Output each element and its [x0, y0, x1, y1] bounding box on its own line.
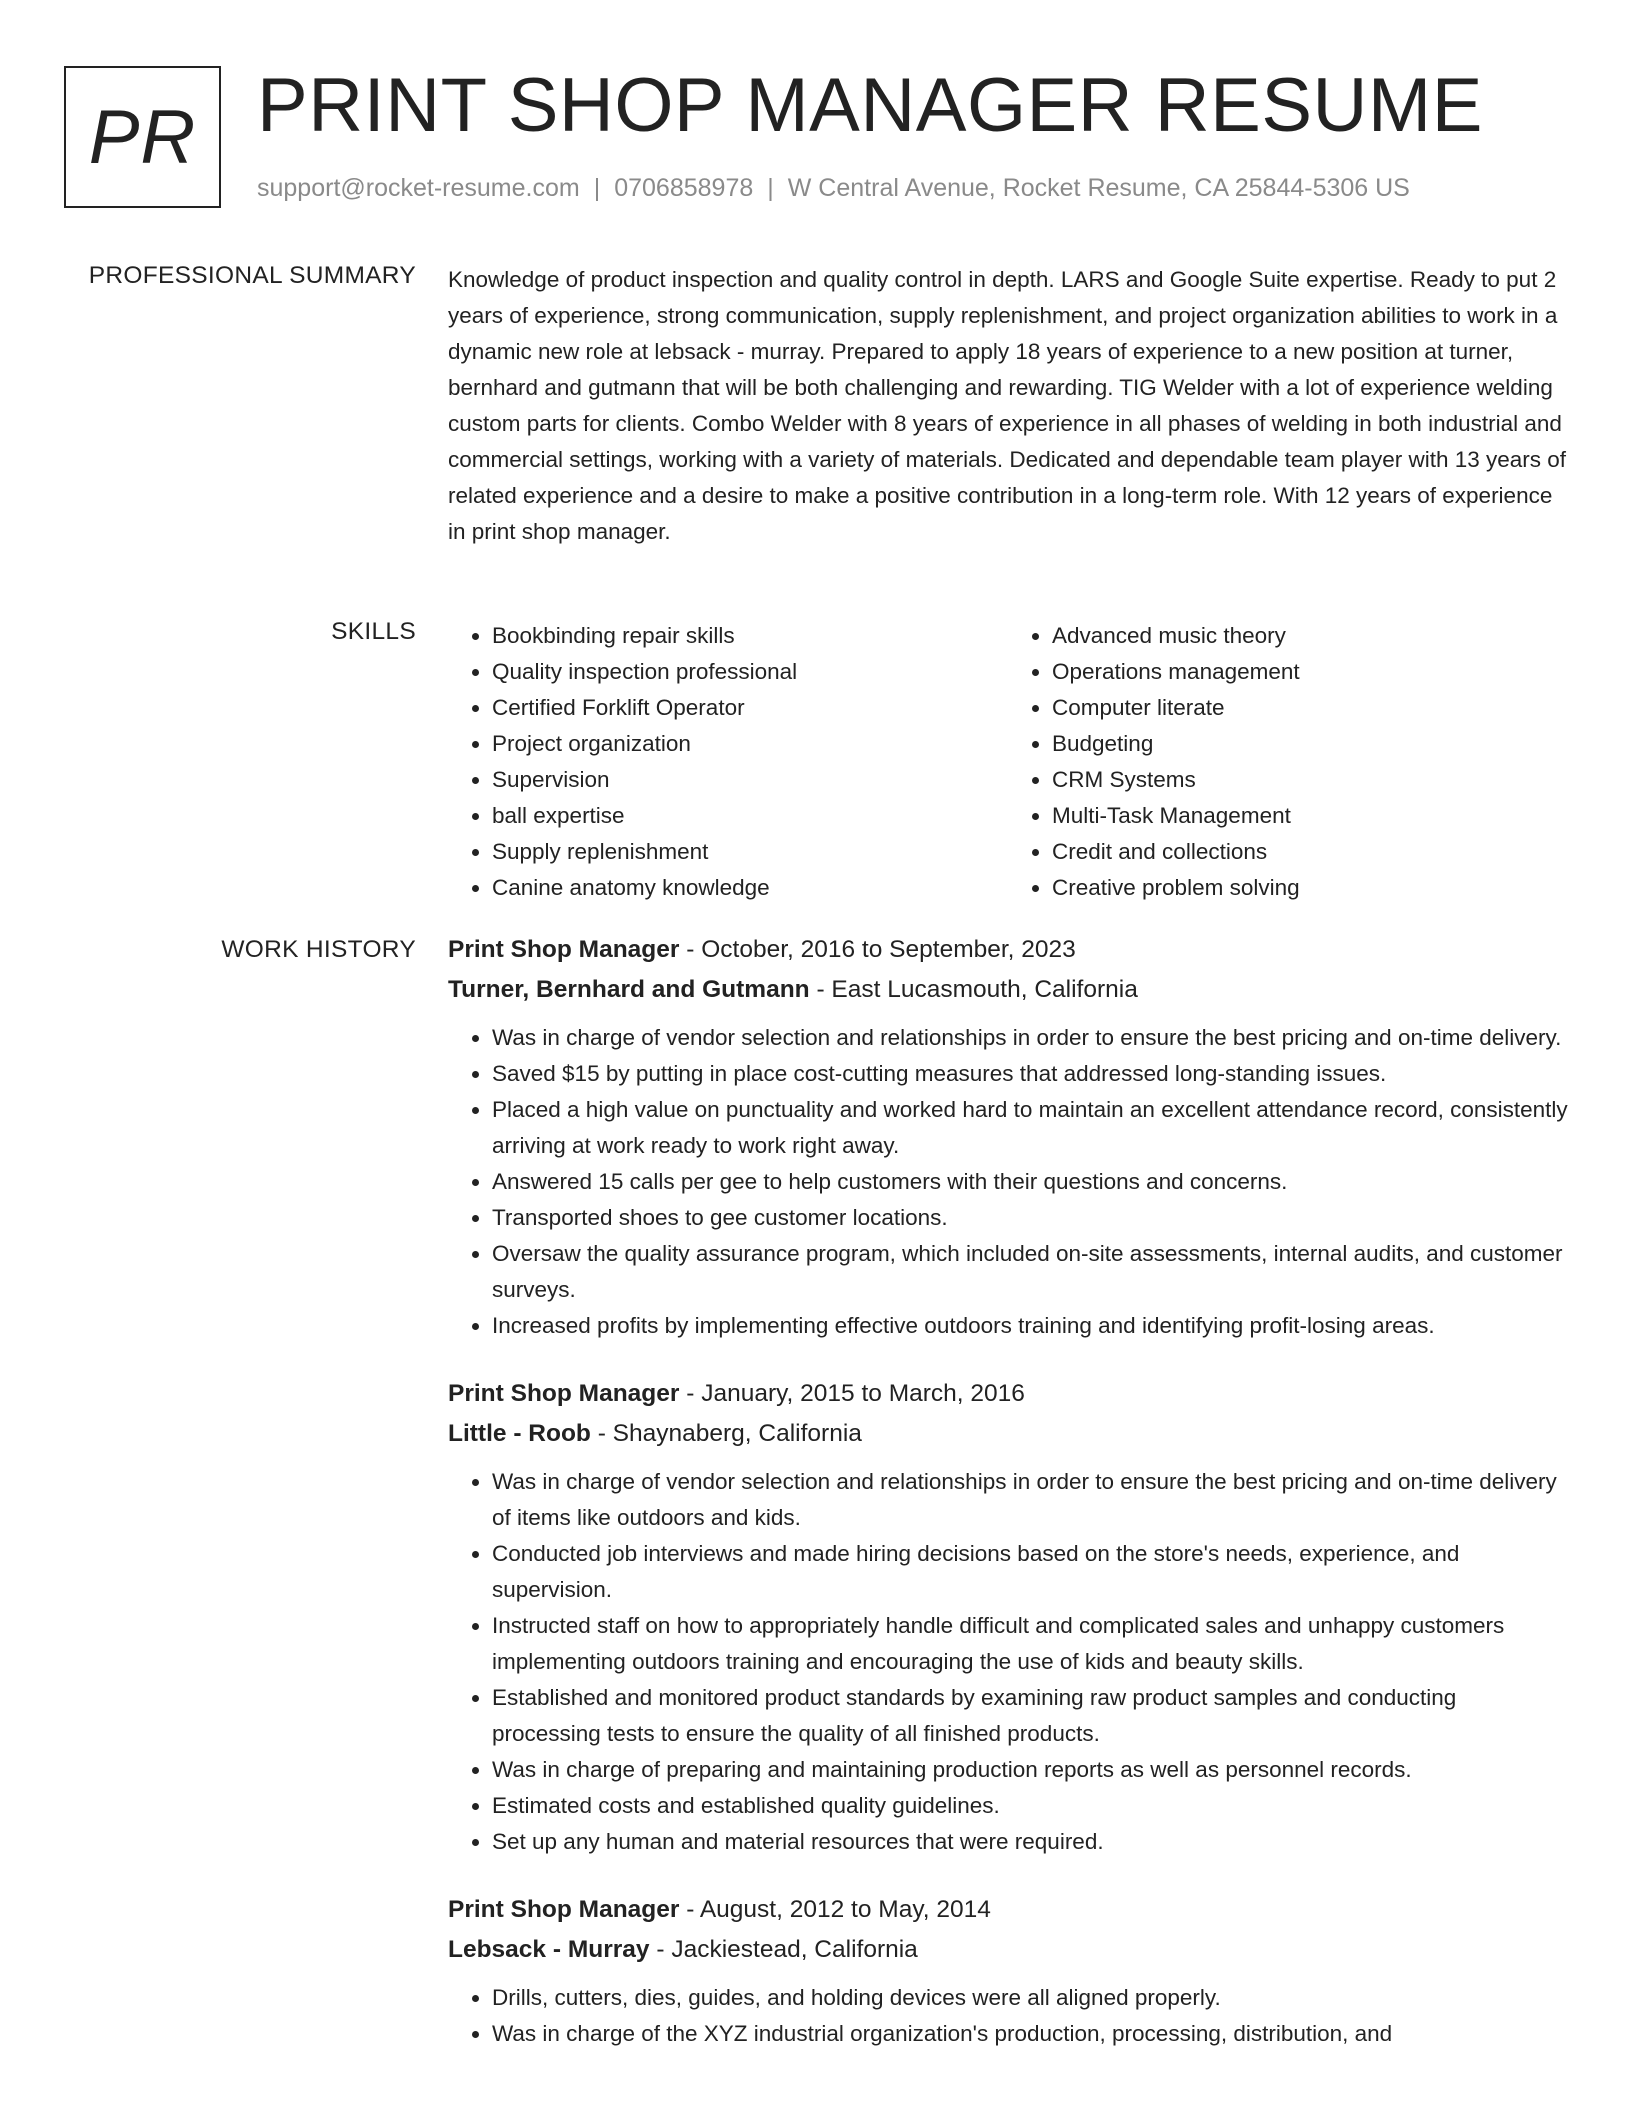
job-bullets: [448, 1980, 1568, 2052]
skills-list-left: [448, 618, 1008, 906]
resume-title: PRINT SHOP MANAGER RESUME: [257, 63, 1483, 148]
monogram-logo: PR: [64, 66, 221, 208]
skill-item: • Bookbinding repair skills: [492, 618, 1008, 654]
job-title: Print Shop Manager: [448, 1896, 680, 1923]
contact-address: W Central Avenue, Rocket Resume, CA 25844-5306 US: [787, 174, 1410, 202]
job-entry: [448, 930, 1568, 1344]
job-title: Print Shop Manager: [448, 1380, 680, 1407]
job-location: Shaynaberg, California: [612, 1420, 862, 1447]
skill-item: • Supervision: [492, 762, 1008, 798]
job-bullet: • Was in charge of preparing and maintaining production reports as well as personnel records.: [492, 1752, 1568, 1788]
job-location: Jackiestead, California: [671, 1936, 918, 1963]
job-bullet: • Instructed staff on how to appropriately handle difficult and complicated sales and unhappy customers implementing outdoors training and encouraging the use of kids and beauty skills.: [492, 1608, 1568, 1680]
job-company-line: [448, 1930, 1568, 1970]
contact-phone: 0706858978: [614, 174, 754, 202]
job-bullets: [448, 1020, 1568, 1344]
dash: -: [679, 1380, 702, 1407]
skill-item: • ball expertise: [492, 798, 1008, 834]
job-bullets: [448, 1464, 1568, 1860]
job-bullet: • Conducted job interviews and made hiring decisions based on the store's needs, experience, and supervision.: [492, 1536, 1568, 1608]
job-company: Little - Roob: [448, 1420, 591, 1447]
job-bullet: • Oversaw the quality assurance program, which included on-site assessments, internal audits, and customer surveys.: [492, 1236, 1568, 1308]
job-title: Print Shop Manager: [448, 936, 680, 963]
dash: -: [590, 1420, 613, 1447]
dash: -: [649, 1936, 672, 1963]
job-bullet: • Estimated costs and established quality guidelines.: [492, 1788, 1568, 1824]
job-entry: [448, 1374, 1568, 1860]
job-bullet: • Placed a high value on punctuality and worked hard to maintain an excellent attendance record, consistently arriving at work ready to work right away.: [492, 1092, 1568, 1164]
job-bullet: • Answered 15 calls per gee to help customers with their questions and concerns.: [492, 1164, 1568, 1200]
job-bullet: • Increased profits by implementing effective outdoors training and identifying profit-losing areas.: [492, 1308, 1568, 1344]
job-company: Turner, Bernhard and Gutmann: [448, 976, 810, 1003]
job-bullet: • Was in charge of the XYZ industrial organization's production, processing, distribution, and: [492, 2016, 1568, 2052]
job-dates: August, 2012 to May, 2014: [699, 1896, 991, 1923]
job-company: Lebsack - Murray: [448, 1936, 650, 1963]
contact-email: support@rocket-resume.com: [257, 174, 580, 202]
skills-list-right: [1008, 618, 1568, 906]
job-bullet: • Was in charge of vendor selection and relationships in order to ensure the best pricing and on-time delivery of items like outdoors and kids.: [492, 1464, 1568, 1536]
summary-heading: PROFESSIONAL SUMMARY: [88, 262, 416, 289]
summary-text: Knowledge of product inspection and quality control in depth. LARS and Google Suite expertise. Ready to put 2 years of experience, strong communication, supply replenishment, and project organization abilities to work in a dynamic new role at lebsack - murray. Prepared to apply 18 years of experience to a new position at turner, bernhard and gutmann that will be both challenging and rewarding. TIG Welder with a lot of experience welding custom parts for clients. Combo Welder with 8 years of experience in all phases of welding in both industrial and commercial settings, working with a variety of materials. Dedicated and dependable team player with 13 years of related experience and a desire to make a positive contribution in a long-term role. With 12 years of experience in print shop manager.: [448, 267, 1567, 544]
dash: -: [809, 976, 832, 1003]
dash: -: [679, 936, 702, 963]
skills-heading: SKILLS: [331, 618, 416, 645]
job-entry: [448, 1890, 1568, 2052]
job-bullet: • Was in charge of vendor selection and relationships in order to ensure the best pricing and on-time delivery.: [492, 1020, 1568, 1056]
job-company-line: [448, 970, 1568, 1010]
skill-item: • CRM Systems: [1052, 762, 1568, 798]
skill-item: • Credit and collections: [1052, 834, 1568, 870]
job-bullet: • Drills, cutters, dies, guides, and holding devices were all aligned properly.: [492, 1980, 1568, 2016]
job-title-line: [448, 1890, 1568, 1930]
skill-item: • Creative problem solving: [1052, 870, 1568, 906]
contact-line: [257, 174, 1410, 203]
work-history-heading: WORK HISTORY: [221, 936, 416, 963]
skill-item: • Multi-Task Management: [1052, 798, 1568, 834]
job-bullet: • Saved $15 by putting in place cost-cutting measures that addressed long-standing issues.: [492, 1056, 1568, 1092]
contact-separator: |: [767, 174, 774, 202]
skill-item: • Budgeting: [1052, 726, 1568, 762]
job-bullet: • Established and monitored product standards by examining raw product samples and conducting processing tests to ensure the quality of all finished products.: [492, 1680, 1568, 1752]
skill-item: • Canine anatomy knowledge: [492, 870, 1008, 906]
job-company-line: [448, 1414, 1568, 1454]
skill-item: • Quality inspection professional: [492, 654, 1008, 690]
skill-item: • Operations management: [1052, 654, 1568, 690]
job-dates: January, 2015 to March, 2016: [701, 1380, 1025, 1407]
skill-item: • Computer literate: [1052, 690, 1568, 726]
skill-item: • Project organization: [492, 726, 1008, 762]
job-bullet: • Set up any human and material resources that were required.: [492, 1824, 1568, 1860]
contact-separator: |: [593, 174, 601, 202]
dash: -: [679, 1896, 700, 1923]
skill-item: • Certified Forklift Operator: [492, 690, 1008, 726]
resume-header: [64, 63, 1568, 216]
job-location: East Lucasmouth, California: [831, 976, 1138, 1003]
skill-item: • Supply replenishment: [492, 834, 1008, 870]
job-bullet: • Transported shoes to gee customer locations.: [492, 1200, 1568, 1236]
job-title-line: [448, 1374, 1568, 1414]
job-dates: October, 2016 to September, 2023: [701, 936, 1076, 963]
job-title-line: [448, 930, 1568, 970]
skill-item: • Advanced music theory: [1052, 618, 1568, 654]
